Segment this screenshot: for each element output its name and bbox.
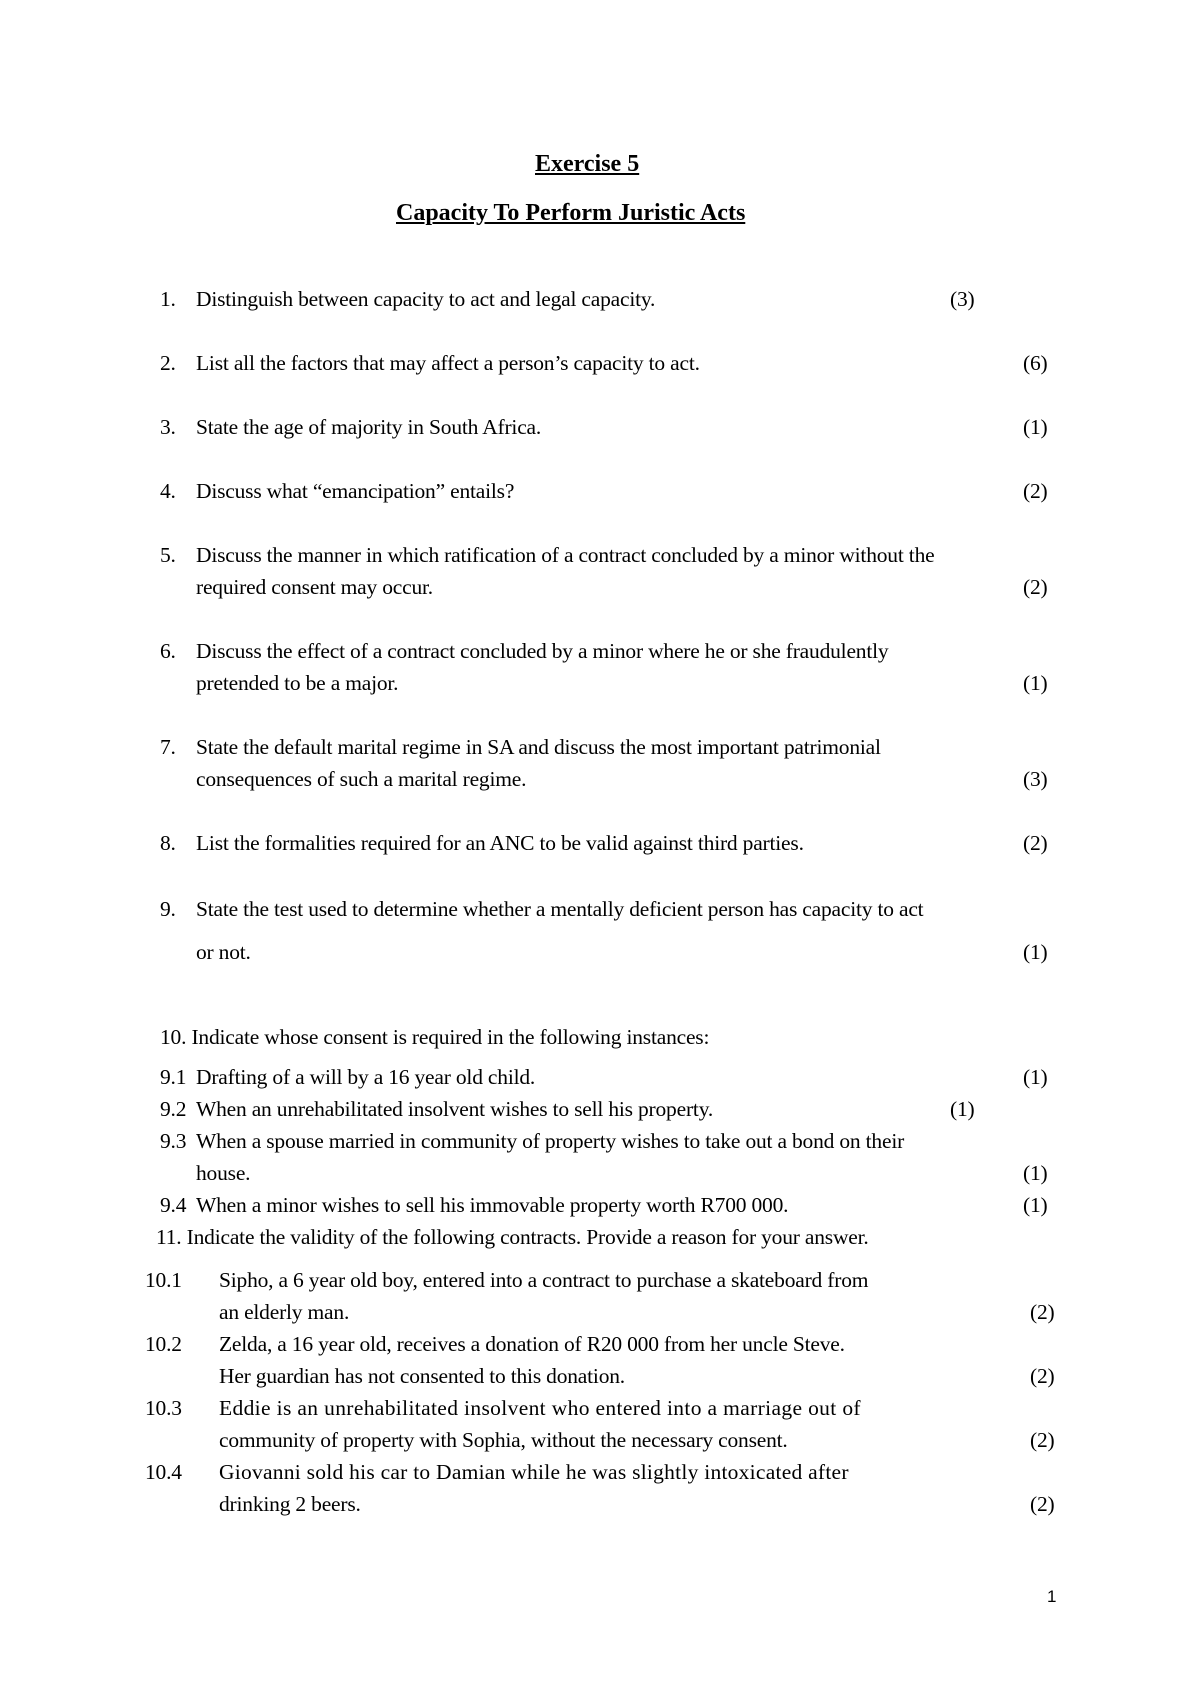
question-number: 9.: [160, 897, 176, 921]
question-number: 5.: [160, 543, 176, 567]
sub-question-marks: (1): [1023, 1193, 1048, 1217]
question-marks: (1): [1023, 940, 1048, 964]
sub-question-marks: (2): [1030, 1300, 1055, 1324]
sub-question-number: 9.3: [160, 1129, 187, 1153]
sub-question-text: Giovanni sold his car to Damian while he was slightly intoxicated after: [219, 1460, 849, 1484]
question-marks: (2): [1023, 479, 1048, 503]
sub-question-marks: (1): [950, 1097, 975, 1121]
question-number: 8.: [160, 831, 176, 855]
question-text: List the formalities required for an ANC to be valid against third parties.: [196, 831, 804, 855]
question-text: Distinguish between capacity to act and legal capacity.: [196, 287, 656, 311]
question-number: 7.: [160, 735, 176, 759]
sub-question-marks: (2): [1030, 1428, 1055, 1452]
sub-question-text: Eddie is an unrehabilitated insolvent who entered into a marriage out of: [219, 1396, 861, 1420]
question-number: 4.: [160, 479, 176, 503]
sub-question-text: When a minor wishes to sell his immovable property worth R700 000.: [196, 1193, 789, 1217]
question-number: 1.: [160, 287, 176, 311]
sub-question-number: 10.4: [145, 1460, 182, 1484]
question-marks: (3): [1023, 767, 1048, 791]
question-text: Discuss what “emancipation” entails?: [196, 479, 515, 503]
sub-question-number: 10.2: [145, 1332, 182, 1356]
question-10-heading: 10. Indicate whose consent is required in the following instances:: [160, 1025, 710, 1049]
sub-question-number: 10.3: [145, 1396, 182, 1420]
question-marks: (1): [1023, 415, 1048, 439]
question-number: 6.: [160, 639, 176, 663]
sub-question-text: Drafting of a will by a 16 year old child.: [196, 1065, 536, 1089]
question-number: 3.: [160, 415, 176, 439]
sub-question-text: When a spouse married in community of property wishes to take out a bond on their: [196, 1129, 905, 1153]
sub-question-marks: (1): [1023, 1065, 1048, 1089]
sub-question-number: 9.4: [160, 1193, 187, 1217]
page-number: 1: [1047, 1587, 1057, 1606]
sub-question-number: 9.1: [160, 1065, 187, 1089]
question-marks: (2): [1023, 831, 1048, 855]
question-text: List all the factors that may affect a person’s capacity to act.: [196, 351, 700, 375]
sub-question-number: 10.1: [145, 1268, 182, 1292]
sub-question-text: Zelda, a 16 year old, receives a donation of R20 000 from her uncle Steve.: [219, 1332, 845, 1356]
question-marks: (6): [1023, 351, 1048, 375]
exercise-subtitle: Capacity To Perform Juristic Acts: [396, 200, 746, 226]
question-text: pretended to be a major.: [196, 671, 399, 695]
sub-question-text: When an unrehabilitated insolvent wishes to sell his property.: [196, 1097, 714, 1121]
sub-question-marks: (2): [1030, 1492, 1055, 1516]
question-text: or not.: [196, 940, 251, 964]
question-11-heading: 11. Indicate the validity of the following contracts. Provide a reason for your answer.: [156, 1225, 869, 1249]
question-marks: (2): [1023, 575, 1048, 599]
sub-question-text: Sipho, a 6 year old boy, entered into a contract to purchase a skateboard from: [219, 1268, 869, 1292]
question-text: State the test used to determine whether a mentally deficient person has capacity to act: [196, 897, 924, 921]
sub-question-text: Her guardian has not consented to this donation.: [219, 1364, 625, 1388]
sub-question-marks: (2): [1030, 1364, 1055, 1388]
sub-question-text: an elderly man.: [219, 1300, 350, 1324]
question-marks: (3): [950, 287, 975, 311]
exercise-title: Exercise 5: [535, 151, 640, 177]
sub-question-number: 9.2: [160, 1097, 187, 1121]
sub-question-text: community of property with Sophia, without the necessary consent.: [219, 1428, 788, 1452]
question-text: Discuss the effect of a contract concluded by a minor where he or she fraudulently: [196, 639, 889, 663]
question-text: Discuss the manner in which ratification of a contract concluded by a minor without the: [196, 543, 935, 567]
question-text: consequences of such a marital regime.: [196, 767, 527, 791]
question-text: required consent may occur.: [196, 575, 433, 599]
sub-question-text: drinking 2 beers.: [219, 1492, 361, 1516]
sub-question-text: house.: [196, 1161, 251, 1185]
question-text: State the age of majority in South Africa.: [196, 415, 542, 439]
question-number: 2.: [160, 351, 176, 375]
sub-question-marks: (1): [1023, 1161, 1048, 1185]
question-text: State the default marital regime in SA and discuss the most important patrimonial: [196, 735, 881, 759]
question-marks: (1): [1023, 671, 1048, 695]
